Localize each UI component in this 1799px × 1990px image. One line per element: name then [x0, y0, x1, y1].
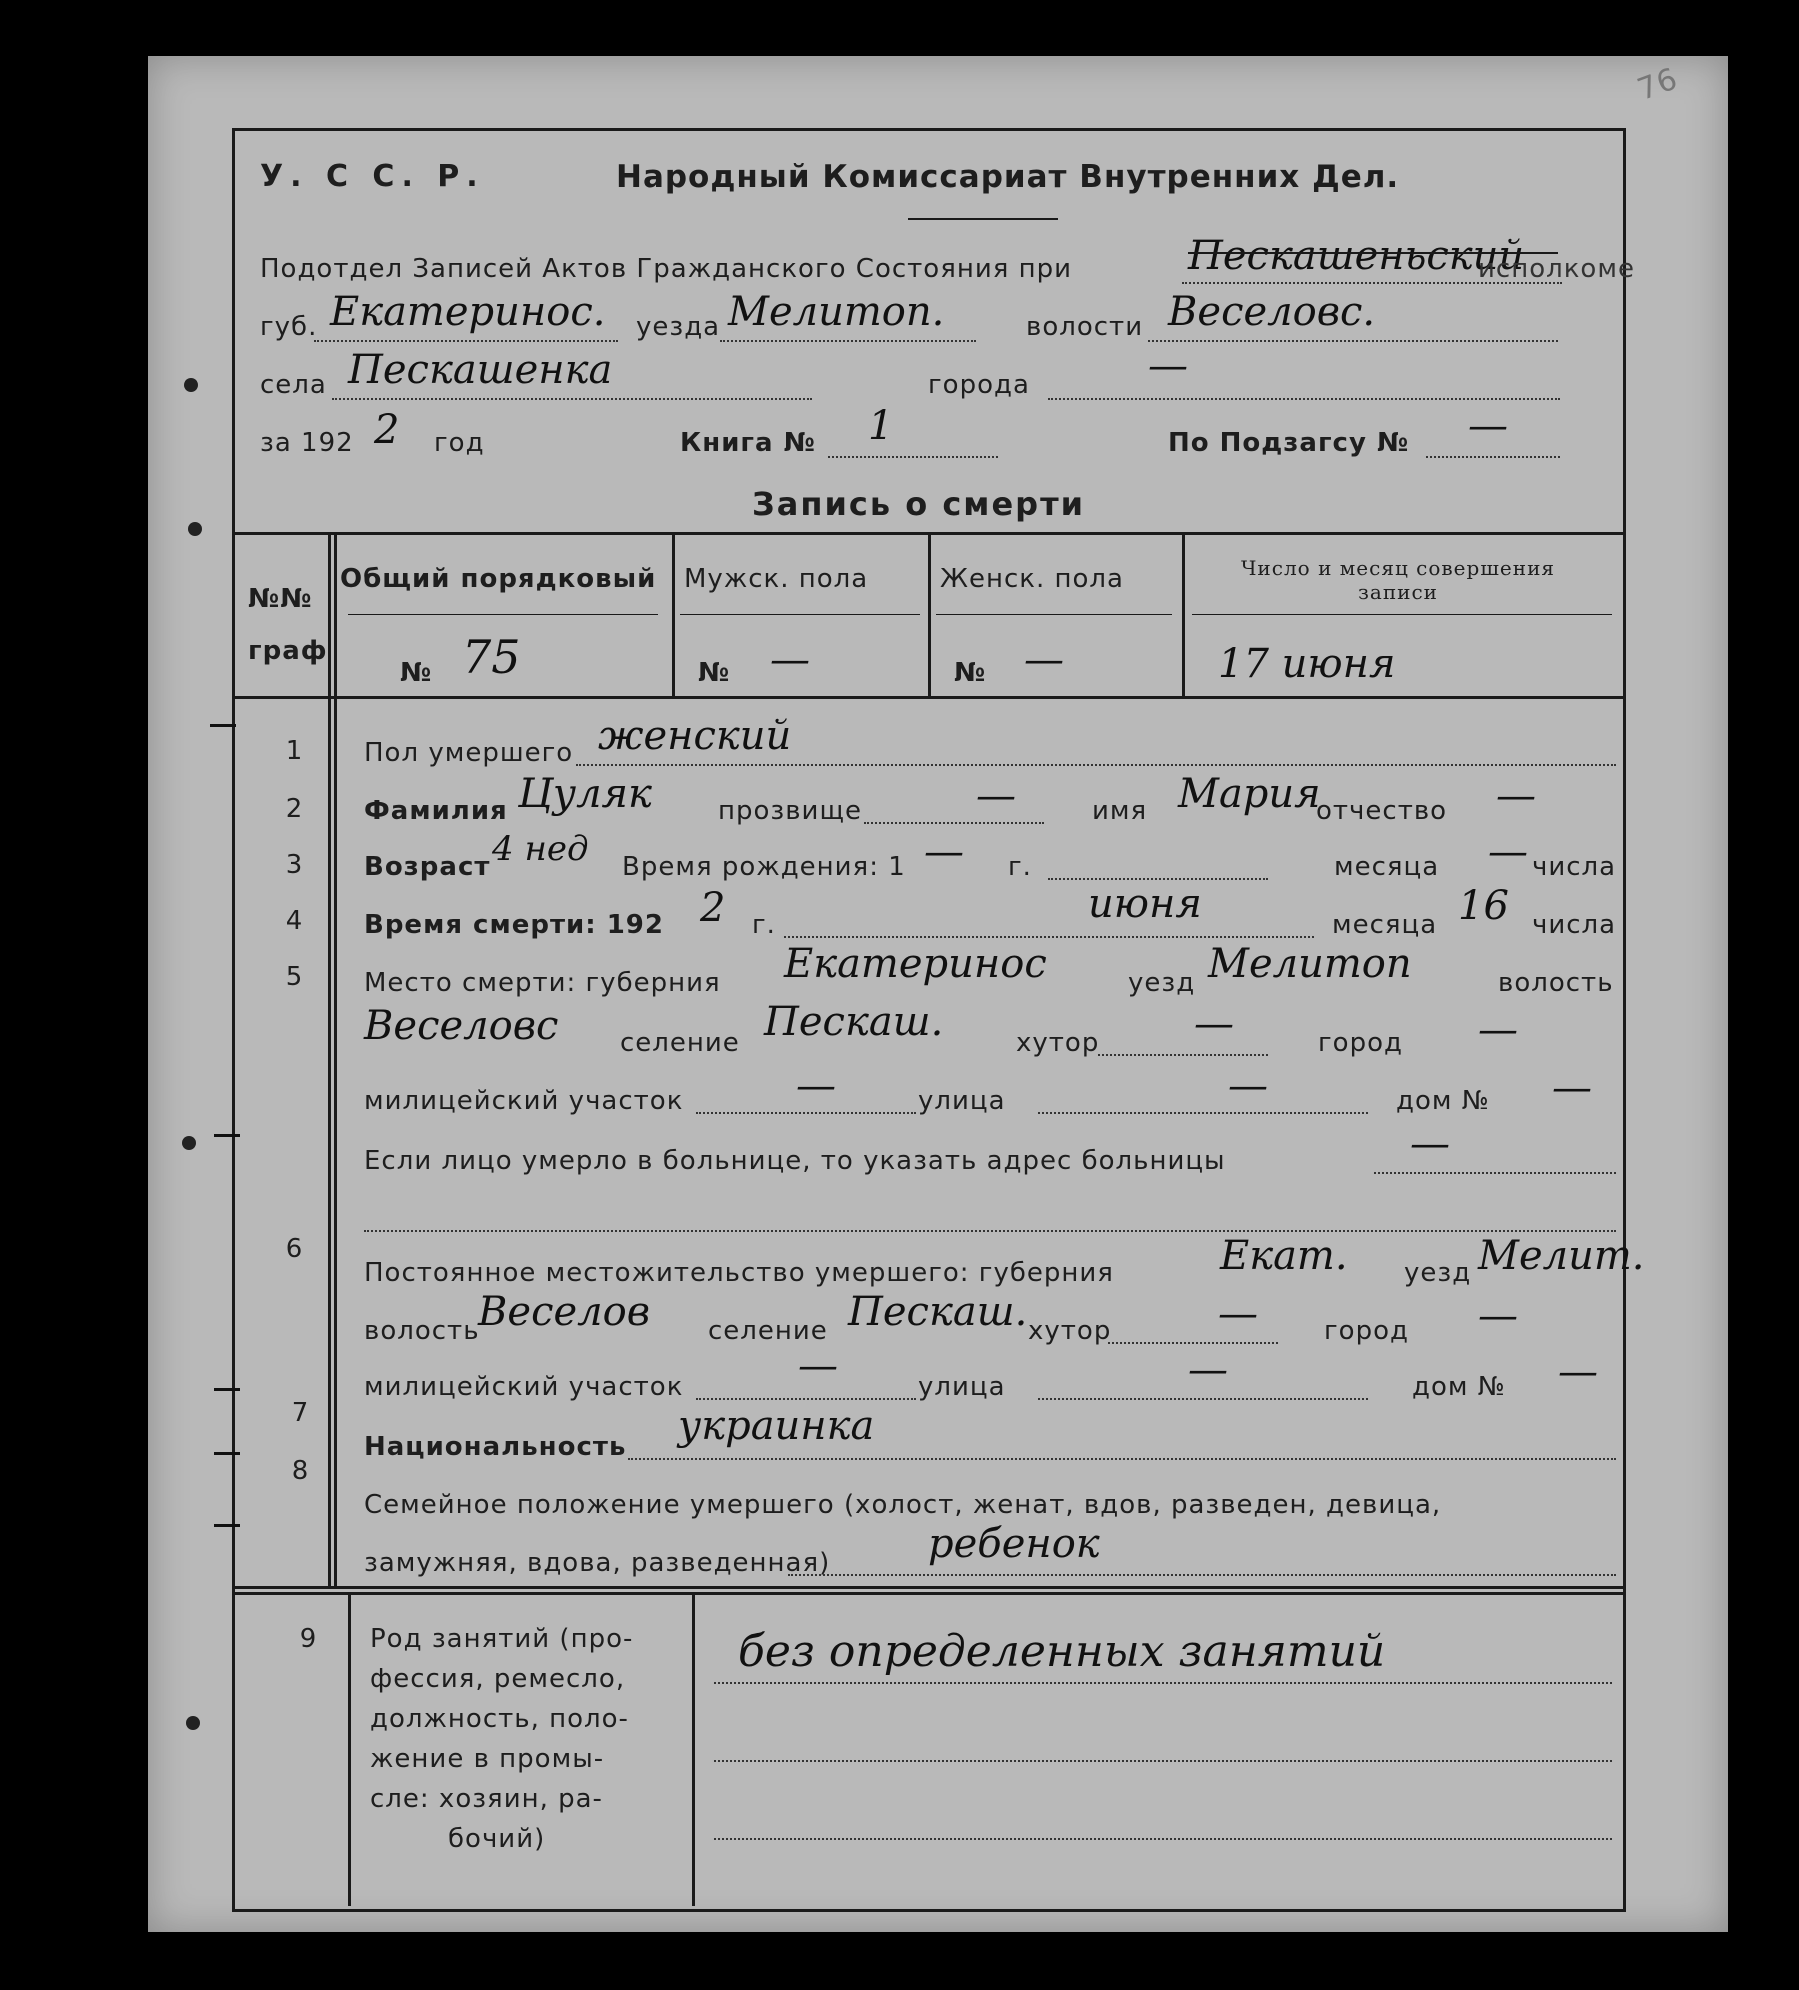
row-number: 9 — [299, 1624, 317, 1654]
birth-year-value: — — [924, 829, 964, 875]
uezda-label: уезда — [636, 312, 721, 342]
death-house-label: дом № — [1396, 1086, 1490, 1116]
fill-line — [1098, 1054, 1268, 1056]
year-digit: 2 — [374, 407, 400, 453]
fill-line — [1108, 1342, 1278, 1344]
column-divider — [928, 532, 931, 696]
fill-line — [696, 1112, 916, 1114]
surname-label: Фамилия — [364, 796, 508, 826]
fill-line — [1148, 340, 1558, 342]
occupation-label-2: фессия, ремесло, — [370, 1664, 626, 1694]
death-day-value: 16 — [1458, 883, 1509, 929]
res-house-label: дом № — [1412, 1372, 1506, 1402]
row-number: 4 — [285, 906, 303, 936]
goroda-label: города — [928, 370, 1030, 400]
patronymic-value: — — [1496, 773, 1536, 819]
res-militia-value: — — [798, 1343, 838, 1389]
occupation-label-6: бочий) — [448, 1824, 546, 1854]
res-khutor-label: хутор — [1028, 1316, 1112, 1346]
subrecord-number: — — [1468, 403, 1508, 449]
subheader-rule — [1192, 614, 1612, 615]
marital-label-1: Семейное положение умершего (холост, женат, вдов, разведен, девица, — [364, 1490, 1442, 1520]
res-street-label: улица — [918, 1372, 1006, 1402]
record-date-value: 17 июня — [1218, 641, 1396, 687]
ispolkom-value: Пескашеньский — [1188, 233, 1525, 279]
res-selo-value: Пескаш. — [848, 1289, 1028, 1335]
fill-line — [1374, 1172, 1616, 1174]
death-volost-value: Веселовс — [364, 1003, 559, 1049]
column-divider — [672, 532, 675, 696]
occupation-value: без определенных занятий — [738, 1626, 1386, 1677]
name-value: Мария — [1178, 771, 1321, 817]
occupation-label-3: должность, поло- — [370, 1704, 629, 1734]
sex-value: женский — [598, 713, 792, 759]
volosti-label: волости — [1026, 312, 1144, 342]
fill-line — [1048, 398, 1560, 400]
corner-archive-number: 76 — [1633, 61, 1683, 108]
age-value: 4 нед — [492, 829, 589, 869]
fill-line — [314, 340, 618, 342]
divider — [232, 1586, 1623, 1589]
column-divider — [692, 1592, 695, 1906]
hospital-value: — — [1410, 1121, 1450, 1167]
res-house-value: — — [1558, 1349, 1598, 1395]
column-divider — [328, 532, 331, 1586]
year-suffix: год — [434, 428, 485, 458]
death-militia-label: милицейский участок — [364, 1086, 684, 1116]
form-title: Запись о смерти — [752, 485, 1086, 523]
commissariat-title: Народный Комиссариат Внутренних Дел. — [616, 159, 1400, 195]
death-selo-value: Пескаш. — [764, 999, 944, 1045]
male-header: Мужск. пола — [684, 564, 869, 594]
birth-label: Время рождения: 1 — [622, 852, 906, 882]
res-gorod-label: город — [1324, 1316, 1409, 1346]
male-no-label: № — [698, 658, 731, 688]
res-uezd-value: Мелит. — [1478, 1233, 1645, 1279]
death-time-label: Время смерти: 192 — [364, 910, 664, 940]
res-gub-value: Екат. — [1220, 1233, 1348, 1279]
margin-mark — [214, 1452, 240, 1455]
subdept-label: Подотдел Записей Актов Гражданского Состояния при — [260, 254, 1073, 284]
res-khutor-value: — — [1218, 1291, 1258, 1337]
res-gorod-value: — — [1478, 1293, 1518, 1339]
birth-month-value: — — [1488, 829, 1528, 875]
fill-line — [714, 1760, 1612, 1762]
binding-hole — [184, 378, 198, 392]
occupation-label-4: жение в промы- — [370, 1744, 605, 1774]
birth-month-label: месяца — [1334, 852, 1440, 882]
patronymic-label: отчество — [1316, 796, 1448, 826]
column-divider — [348, 1592, 351, 1906]
res-uezd-label: уезд — [1404, 1258, 1472, 1288]
gub-value: Екатеринос. — [330, 289, 606, 335]
column-divider — [1182, 532, 1185, 696]
fill-line — [576, 764, 1616, 766]
record-date-header: Число и месяц совершения записи — [1240, 556, 1556, 604]
subheader-rule — [680, 614, 920, 615]
nationality-label: Национальность — [364, 1432, 627, 1462]
margin-mark — [214, 1388, 240, 1391]
fill-line — [720, 340, 976, 342]
death-gorod-label: город — [1318, 1028, 1403, 1058]
general-no-label: № — [400, 658, 433, 688]
subrecord-label: По Подзагсу № — [1168, 428, 1410, 458]
female-header: Женск. пола — [940, 564, 1124, 594]
book-label: Книга № — [680, 428, 816, 458]
res-volost-value: Веселов — [478, 1289, 650, 1335]
fill-line — [364, 1230, 1616, 1232]
selo-value: Пескашенка — [348, 347, 613, 393]
row-number: 1 — [285, 736, 303, 766]
binding-hole — [182, 1136, 196, 1150]
death-street-label: улица — [918, 1086, 1006, 1116]
marital-label-2: замужняя, вдова, разведенная) — [364, 1548, 831, 1578]
fill-line — [1426, 456, 1560, 458]
death-month-label: месяца — [1332, 910, 1438, 940]
decorative-rule — [908, 218, 1058, 220]
binding-hole — [188, 522, 202, 536]
occupation-label-1: Род занятий (про- — [370, 1624, 634, 1654]
res-selo-label: селение — [708, 1316, 828, 1346]
death-place-label: Место смерти: губерния — [364, 968, 721, 998]
birth-day-label: числа — [1532, 852, 1617, 882]
fill-line — [714, 1838, 1612, 1840]
surname-value: Цуляк — [518, 771, 652, 817]
marital-value: ребенок — [928, 1521, 1100, 1567]
fill-line — [1038, 1112, 1368, 1114]
death-militia-value: — — [796, 1063, 836, 1109]
row-number: 7 — [291, 1398, 309, 1428]
general-header: Общий порядковый — [340, 564, 657, 594]
res-volost-label: волость — [364, 1316, 480, 1346]
republic-label: У. С С. Р. — [260, 159, 485, 194]
nationality-value: украинка — [678, 1403, 875, 1449]
fill-line — [1038, 1398, 1368, 1400]
year-prefix: за 192 — [260, 428, 354, 458]
death-year-value: 2 — [700, 885, 726, 931]
death-khutor-label: хутор — [1016, 1028, 1100, 1058]
subheader-rule — [936, 614, 1172, 615]
fill-line — [1048, 878, 1268, 880]
fill-line — [864, 822, 1044, 824]
occupation-label-5: сле: хозяин, ра- — [370, 1784, 603, 1814]
residence-label: Постоянное местожительство умершего: губерния — [364, 1258, 1114, 1288]
death-day-label: числа — [1532, 910, 1617, 940]
name-label: имя — [1092, 796, 1148, 826]
binding-hole — [186, 1716, 200, 1730]
margin-mark — [214, 1524, 240, 1527]
death-volost-label: волость — [1498, 968, 1614, 998]
death-month-value: июня — [1088, 881, 1202, 927]
fill-line — [628, 1458, 1616, 1460]
death-g-label: г. — [752, 910, 776, 940]
uezd-value: Мелитоп. — [728, 289, 945, 335]
sex-label: Пол умершего — [364, 738, 574, 768]
general-no-value: 75 — [462, 630, 521, 684]
row-number: 2 — [285, 794, 303, 824]
fill-line — [696, 1398, 916, 1400]
graf-label: граф — [248, 636, 328, 666]
nn-label: №№ — [248, 584, 313, 614]
divider — [232, 696, 1623, 699]
book-number: 1 — [868, 403, 894, 449]
column-divider — [334, 532, 337, 1586]
death-gorod-value: — — [1478, 1007, 1518, 1053]
row-number: 5 — [285, 962, 303, 992]
margin-mark — [210, 724, 236, 727]
margin-mark — [214, 1134, 240, 1137]
death-house-value: — — [1552, 1065, 1592, 1111]
death-khutor-value: — — [1194, 1001, 1234, 1047]
death-selo-label: селение — [620, 1028, 740, 1058]
subheader-rule — [348, 614, 658, 615]
fill-line — [714, 1682, 1612, 1684]
nickname-label: прозвище — [718, 796, 862, 826]
death-uezd-value: Мелитоп — [1208, 941, 1412, 987]
male-no-value: — — [770, 637, 810, 683]
hospital-label: Если лицо умерло в больнице, то указать адрес больницы — [364, 1146, 1226, 1176]
row-number: 3 — [285, 850, 303, 880]
document-sheet — [148, 56, 1728, 1932]
row-number: 6 — [285, 1234, 303, 1264]
death-uezd-label: уезд — [1128, 968, 1196, 998]
fill-line — [788, 1574, 1616, 1576]
sela-label: села — [260, 370, 327, 400]
birth-g-label: г. — [1008, 852, 1032, 882]
divider — [232, 1592, 1623, 1595]
nickname-value: — — [976, 773, 1016, 819]
death-street-value: — — [1228, 1063, 1268, 1109]
death-gub-value: Екатеринос — [784, 941, 1047, 987]
fill-line — [332, 398, 812, 400]
age-label: Возраст — [364, 852, 491, 882]
volost-value: Веселовс. — [1168, 289, 1376, 335]
gorod-value: — — [1148, 343, 1188, 389]
ispolkome-label: исполкоме — [1478, 254, 1635, 284]
female-no-value: — — [1024, 637, 1064, 683]
fill-line — [784, 936, 1314, 938]
res-militia-label: милицейский участок — [364, 1372, 684, 1402]
female-no-label: № — [954, 658, 987, 688]
fill-line — [828, 456, 998, 458]
gub-label: губ. — [260, 312, 318, 342]
row-number: 8 — [291, 1456, 309, 1486]
res-street-value: — — [1188, 1347, 1228, 1393]
